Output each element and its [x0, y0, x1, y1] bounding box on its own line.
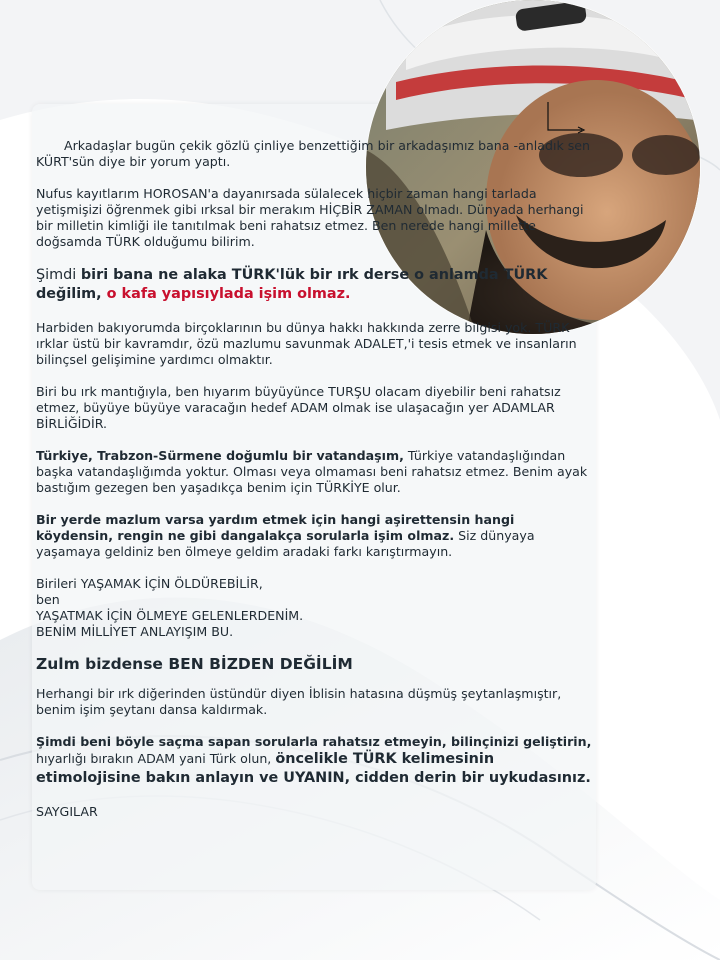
- paragraph-7: [36, 512, 592, 560]
- p10-bold-big: öncelikle TÜRK kelimesinin etimolojisine bakın anlayın ve UYANIN, cidden derin bir uykudasınız.: [36, 751, 591, 786]
- p8-line-2: ben: [36, 592, 60, 607]
- section-heading: Zulm bizdense BEN BİZDEN DEĞİLİM: [36, 655, 353, 673]
- p7-bold: Bir yerde mazlum varsa yardım etmek için hangi aşirettensin hangi köydensin, rengin ne gibi dangalakça sorularla işim olmaz.: [36, 512, 515, 543]
- p3-bold: biri bana ne alaka TÜRK'lük bir ırk derse o anlamda TÜRK değilim,: [36, 267, 548, 302]
- paragraph-3: [36, 266, 592, 304]
- paragraph-8: [36, 576, 592, 640]
- paragraph-6: [36, 448, 592, 496]
- paragraph-5: Biri bu ırk mantığıyla, ben hıyarım büyüyünce TURŞU olacam diyebilir beni rahatsız etmez, büyüye büyüye varacağın hedef ADAM olmak ise ulaşacağın yer ADAMLAR BİRLİĞİDİR.: [36, 384, 561, 431]
- p3-red: o kafa yapısıylada işim olmaz.: [101, 286, 351, 302]
- p6-bold: Türkiye, Trabzon-Sürmene doğumlu bir vatandaşım,: [36, 448, 404, 463]
- p8-line-4: BENİM MİLLİYET ANLAYIŞIM BU.: [36, 624, 234, 639]
- article-body: [36, 138, 592, 836]
- p8-line-3: YAŞATMAK İÇİN ÖLMEYE GELENLERDENİM.: [36, 608, 304, 623]
- p7-rest: Siz dünyaya yaşamaya geldiniz ben ölmeye geldim aradaki farkı karıştırmayın.: [36, 528, 535, 559]
- pointer-arrow-icon: [538, 100, 598, 140]
- paragraph-2: Nufus kayıtlarım HOROSAN'a dayanırsada sülalecek hiçbir zaman hangi tarlada yetişmişizi öğrenmek gibi ırksal bir merakım HİÇBİR ZAMAN olmadı. Dünyada herhangi bir milletin kimliği ile tanıtılmak beni rahatsız etmez. Ben nerede hangi millette doğsamda TÜRK olduğumu bilirim.: [36, 186, 584, 249]
- paragraph-4: Harbiden bakıyorumda birçoklarının bu dünya hakkı hakkında zerre bilgisi yok. TÜRK ırklar üstü bir kavramdır, özü mazlumu savunmak ADALET,'i tesis etmek ve insanların bilinçsel gelişimine yardımcı olmaktır.: [36, 320, 577, 367]
- paragraph-9: Herhangi bir ırk diğerinden üstündür diyen İblisin hatasına düşmüş şeytanlaşmıştır, benim işim şeytanı dansa kaldırmak.: [36, 686, 562, 717]
- paragraph-1: Arkadaşlar bugün çekik gözlü çinliye benzettiğim bir arkadaşımız bana -anladık sen KÜRT'sün diye bir yorum yaptı.: [36, 138, 591, 169]
- p8-line-1: Birileri YAŞAMAK İÇİN ÖLDÜREBİLİR,: [36, 576, 263, 591]
- paragraph-10: [36, 734, 592, 788]
- p10-mid: hıyarlığı bırakın ADAM yani Türk olun,: [36, 751, 276, 766]
- p3-start: Şimdi: [36, 267, 81, 283]
- signature: SAYGILAR: [36, 804, 98, 819]
- p6-rest: Türkiye vatandaşlığından başka vatandaşlığımda yoktur. Olması veya olmaması beni rahatsız etmez. Benim ayak bastığım gezegen ben yaşadıkça benim için TÜRKİYE olur.: [36, 448, 588, 495]
- p10-bold: Şimdi beni böyle saçma sapan sorularla rahatsız etmeyin, bilinçinizi geliştirin,: [36, 734, 592, 749]
